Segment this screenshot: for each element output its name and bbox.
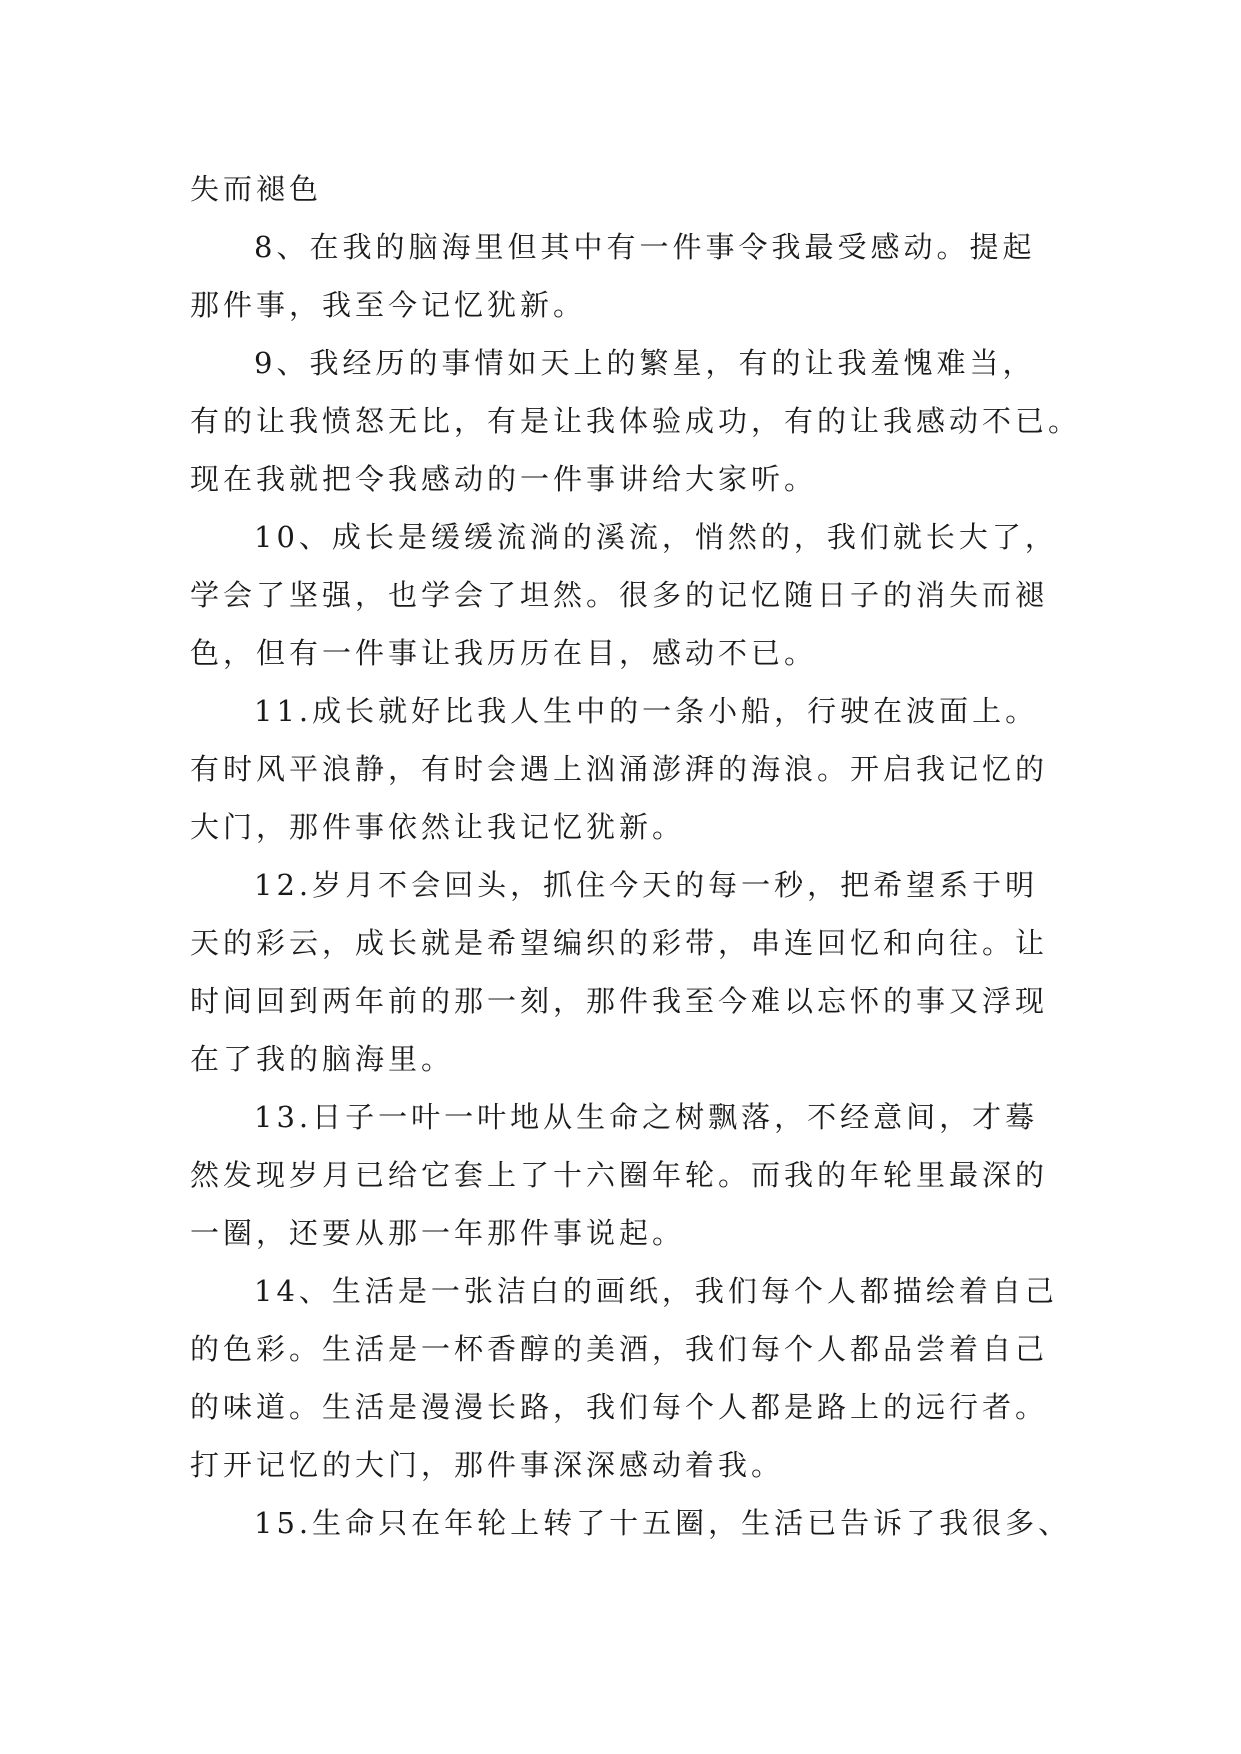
text-line: 的味道。生活是漫漫长路，我们每个人都是路上的远行者。 xyxy=(190,1390,1049,1424)
text-line: 失而褪色 xyxy=(190,172,323,206)
paragraph-start-line: 10、成长是缓缓流淌的溪流，悄然的，我们就长大了， xyxy=(254,520,1058,554)
text-line: 大门，那件事依然让我记忆犹新。 xyxy=(190,810,686,844)
text-line: 色，但有一件事让我历历在目，感动不已。 xyxy=(190,636,818,670)
text-line: 天的彩云，成长就是希望编织的彩带，串连回忆和向往。让 xyxy=(190,926,1049,960)
paragraph-start-line: 13.日子一叶一叶地从生命之树飘落，不经意间，才蓦 xyxy=(254,1100,1039,1134)
paragraph-start-line: 11.成长就好比我人生中的一条小船，行驶在波面上。 xyxy=(254,694,1039,728)
document-body xyxy=(190,160,1090,1552)
paragraph-start-line: 15.生命只在年轮上转了十五圈，生活已告诉了我很多、 xyxy=(254,1506,1072,1540)
paragraph-start-line: 8、在我的脑海里但其中有一件事令我最受感动。提起 xyxy=(254,230,1036,264)
text-line: 那件事，我至今记忆犹新。 xyxy=(190,288,587,322)
paragraph-start-line: 12.岁月不会回头，抓住今天的每一秒，把希望系于明 xyxy=(254,868,1039,902)
text-line: 时间回到两年前的那一刻，那件我至今难以忘怀的事又浮现 xyxy=(190,984,1049,1018)
text-line: 现在我就把令我感动的一件事讲给大家听。 xyxy=(190,462,818,496)
paragraph-start-line: 14、生活是一张洁白的画纸，我们每个人都描绘着自己 xyxy=(254,1274,1058,1308)
text-line: 一圈，还要从那一年那件事说起。 xyxy=(190,1216,686,1250)
text-line: 有时风平浪静，有时会遇上汹涌澎湃的海浪。开启我记忆的 xyxy=(190,752,1049,786)
text-line: 在了我的脑海里。 xyxy=(190,1042,455,1076)
text-line: 打开记忆的大门，那件事深深感动着我。 xyxy=(190,1448,785,1482)
paragraph-start-line: 9、我经历的事情如天上的繁星，有的让我羞愧难当， xyxy=(254,346,1036,380)
text-line: 的色彩。生活是一杯香醇的美酒，我们每个人都品尝着自己 xyxy=(190,1332,1049,1366)
text-line: 学会了坚强，也学会了坦然。很多的记忆随日子的消失而褪 xyxy=(190,578,1049,612)
text-line: 有的让我愤怒无比，有是让我体验成功，有的让我感动不已。 xyxy=(190,404,1082,438)
text-line: 然发现岁月已给它套上了十六圈年轮。而我的年轮里最深的 xyxy=(190,1158,1049,1192)
